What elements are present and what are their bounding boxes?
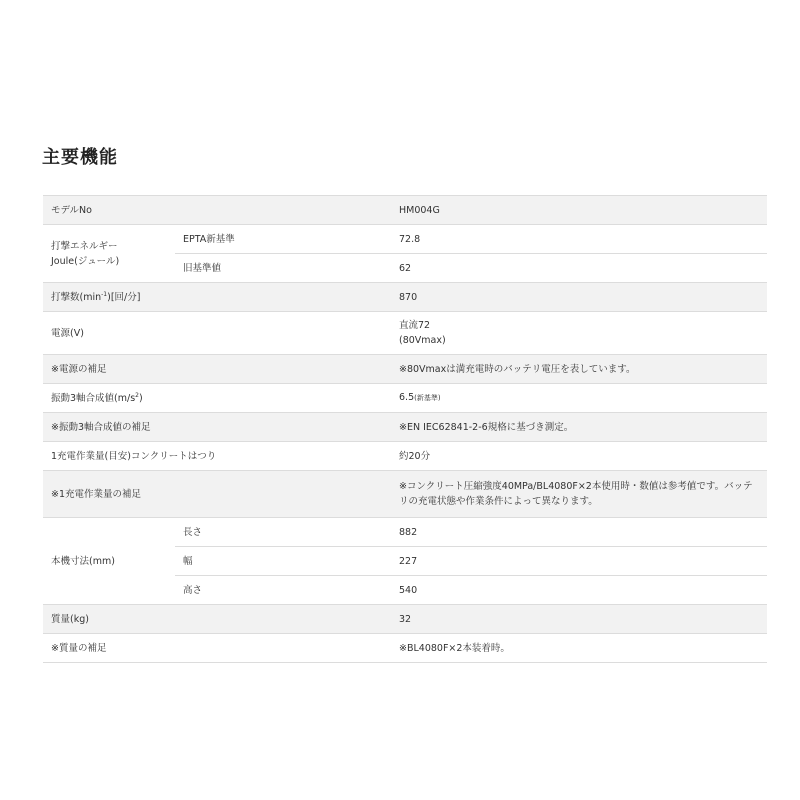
power-note-value: ※80Vmaxは満充電時のバッテリ電圧を表しています。 [391,355,767,384]
spec-table [43,195,767,663]
dimensions-label: 本機寸法(mm) [43,518,175,605]
power-label: 電源(V) [43,312,391,355]
mass-value: 32 [391,605,767,634]
blows-label: 打撃数$(\min^{-1})$[回/分] [43,283,391,312]
height-value: 540 [391,576,767,605]
work-note-value: ※コンクリート圧縮強度40MPa/BL4080F×2本使用時・数値は参考値です。バッテ リの充電状態や作業条件によって異なります。 [391,471,767,518]
table-row-impact-epta [43,225,767,254]
work-amount-label: 1充電作業量(目安)コンクリートはつり [43,442,391,471]
page-title: 主要機能 [42,147,118,168]
width-value: 227 [391,547,767,576]
width-label: 幅 [175,547,391,576]
table-row-work-note [43,471,767,518]
mass-label: 質量(kg) [43,605,391,634]
old-standard-label: 旧基準値 [175,254,391,283]
mass-note-label: ※質量の補足 [43,634,391,663]
model-label: モデルNo [43,196,391,225]
mass-note-value: ※BL4080F×2本装着時。 [391,634,767,663]
vibration-value: 6.5(新基準) [391,384,767,413]
height-label: 高さ [175,576,391,605]
impact-energy-label-line2: Joule(ジュール) [51,255,120,267]
power-value: 直流72 (80Vmax) [391,312,767,355]
work-amount-value: 約20分 [391,442,767,471]
table-row-work-amount [43,442,767,471]
length-value: 882 [391,518,767,547]
vibration-note-value: ※EN IEC62841-2-6規格に基づき測定。 [391,413,767,442]
impact-energy-label [43,225,175,283]
table-row-mass [43,605,767,634]
table-row-power [43,312,767,355]
impact-energy-label-line1: 打撃エネルギー [51,240,118,252]
old-standard-value: 62 [391,254,767,283]
epta-value: 72.8 [391,225,767,254]
vibration-note-label: ※振動3軸合成値の補足 [43,413,391,442]
epta-label: EPTA新基準 [175,225,391,254]
model-value: HM004G [391,196,767,225]
table-row-model [43,196,767,225]
vibration-label: 振動3軸合成値$(m/s^2)$ [43,384,391,413]
table-row-power-note [43,355,767,384]
work-note-label: ※1充電作業量の補足 [43,471,391,518]
table-row-vibration-note [43,413,767,442]
blows-value: 870 [391,283,767,312]
table-row-mass-note [43,634,767,663]
table-row-blows [43,283,767,312]
length-label: 長さ [175,518,391,547]
power-note-label: ※電源の補足 [43,355,391,384]
table-row-vibration [43,384,767,413]
table-row-length [43,518,767,547]
